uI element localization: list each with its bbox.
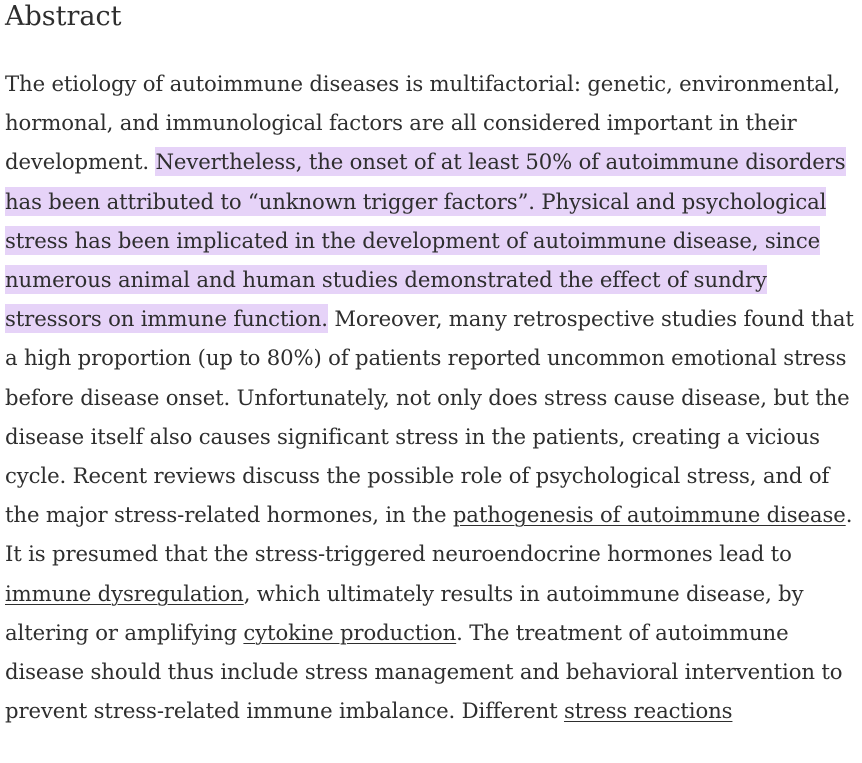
abstract-text-5: . The treatment of autoimmune disease should thus include stress management and behavioral intervention to prevent stress-related immune imbalance. Different: [5, 619, 843, 724]
link-pathogenesis-autoimmune-disease[interactable]: pathogenesis of autoimmune disease: [452, 502, 846, 528]
abstract-section: [5, 0, 855, 730]
link-cytokine-production[interactable]: cytokine production: [243, 619, 457, 645]
abstract-paragraph: [5, 64, 855, 730]
link-immune-dysregulation[interactable]: immune dysregulation: [5, 580, 244, 606]
abstract-heading: Abstract: [5, 1, 122, 32]
abstract-text-2: Moreover, many retrospective studies found that a high proportion (up to 80%) of patients reported uncommon emotional stress before disease onset. Unfortunately, not only does stress cause disease, but the disease itself also causes significant stress in the patients, creating a vicious cycle. Recent reviews discuss the possible role of psychological stress, and of the major stress-related hormones, in the: [5, 306, 854, 528]
highlighted-text[interactable]: Nevertheless, the onset of at least 50% of autoimmune disorders has been attributed to “unknown trigger factors”. Physical and psychological stress has been implicated in the development of autoimmune disease, since numerous animal and human studies demonstrated the effect of sundry stressors on immune function.: [5, 149, 846, 332]
abstract-text-3: . It is presumed that the stress-triggered neuroendocrine hormones lead to: [5, 502, 853, 567]
abstract-text-1: The etiology of autoimmune diseases is multifactorial: genetic, environmental, hormonal, and immunological factors are all considered important in their development.: [5, 71, 841, 175]
link-stress-reactions[interactable]: stress reactions: [563, 698, 733, 724]
abstract-text-4: , which ultimately results in autoimmune disease, by altering or amplifying: [5, 580, 804, 645]
